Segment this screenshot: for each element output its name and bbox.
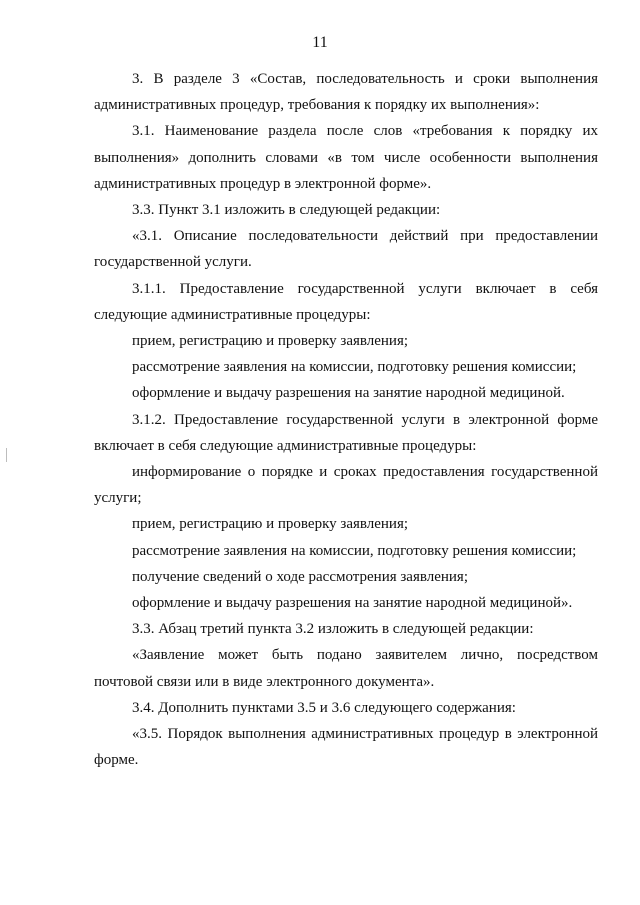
- paragraph: «3.1. Описание последовательности действий при предоставлении государственной услуги.: [94, 228, 598, 271]
- paragraph: прием, регистрацию и проверку заявления;: [132, 333, 409, 350]
- paragraph: 3.1.2. Предоставление государственной услуги в электронной форме включает в себя следующие административные процедуры:: [94, 411, 598, 454]
- paragraph: оформление и выдачу разрешения на занятие народной медициной.: [132, 385, 565, 402]
- scan-artifact-line: [6, 448, 7, 462]
- paragraph: получение сведений о ходе рассмотрения заявления;: [132, 568, 468, 585]
- paragraph: «Заявление может быть подано заявителем лично, посредством почтовой связи или в виде электронного документа».: [94, 647, 598, 690]
- paragraph: информирование о порядке и сроках предоставления государственной услуги;: [94, 464, 598, 507]
- paragraph: рассмотрение заявления на комиссии, подготовку решения комиссии;: [132, 542, 577, 559]
- paragraph: 3.1. Наименование раздела после слов «требования к порядку их выполнения» дополнить словами «в том числе особенности выполнения административных процедур в электронной форме».: [94, 123, 598, 192]
- paragraph: 3.4. Дополнить пунктами 3.5 и 3.6 следующего содержания:: [132, 699, 516, 716]
- page-number: 11: [312, 34, 328, 51]
- paragraph: 3.3. Абзац третий пункта 3.2 изложить в следующей редакции:: [132, 621, 534, 638]
- paragraph: оформление и выдачу разрешения на занятие народной медициной».: [132, 595, 573, 612]
- paragraph: «3.5. Порядок выполнения административных процедур в электронной форме.: [94, 726, 598, 769]
- paragraph: 3.3. Пункт 3.1 изложить в следующей редакции:: [132, 202, 441, 219]
- paragraph: прием, регистрацию и проверку заявления;: [132, 516, 409, 533]
- paragraph: 3.1.1. Предоставление государственной услуги включает в себя следующие административные процедуры:: [94, 280, 598, 323]
- paragraph: рассмотрение заявления на комиссии, подготовку решения комиссии;: [132, 359, 577, 376]
- document-body: [94, 66, 598, 773]
- paragraph: 3. В разделе 3 «Состав, последовательность и сроки выполнения административных процедур, требования к порядку их выполнения»:: [94, 71, 598, 114]
